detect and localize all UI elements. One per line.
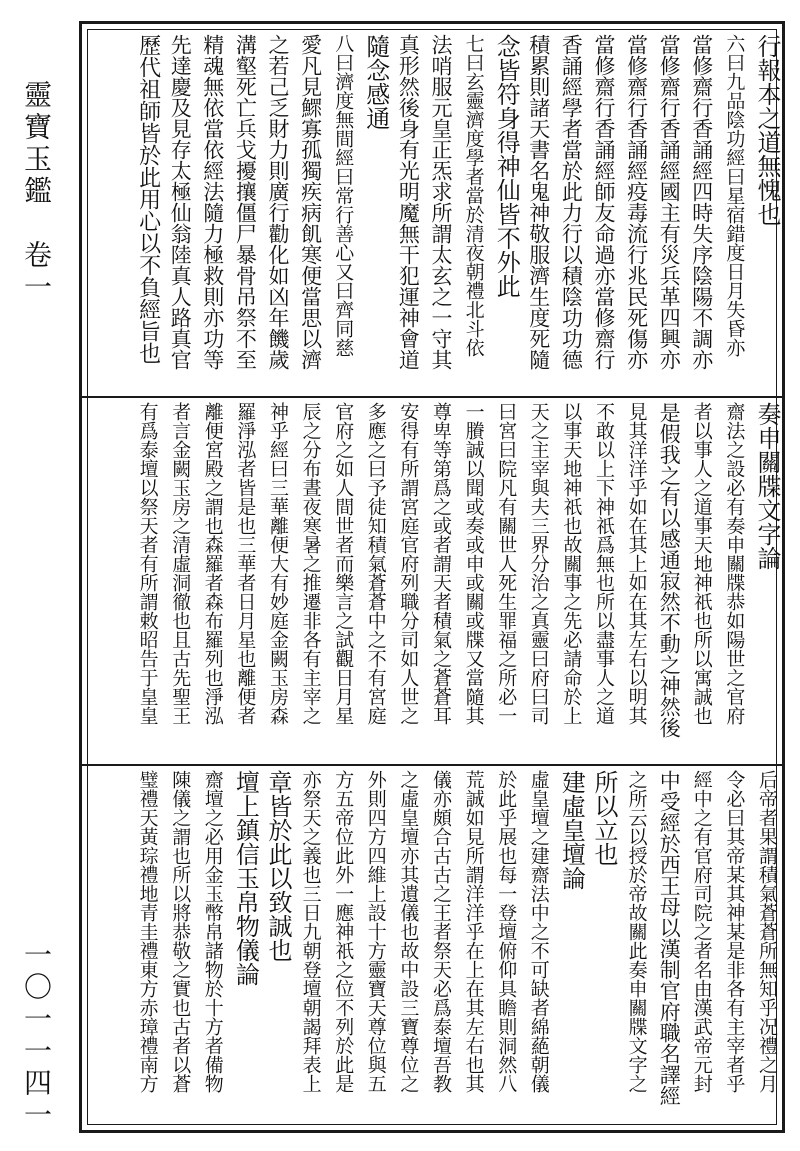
text-column: 歷代祖師皆於此用心以不負經旨也	[135, 34, 161, 364]
text-column: 六曰九品陰功經曰星宿錯度日月失昏亦	[723, 34, 746, 357]
text-column: 外則四方四維上設十方靈寶天尊位與五	[364, 770, 387, 1093]
text-column: 一賸誠以聞或奏或申或關或牒又當隨其	[462, 402, 485, 725]
section-divider-2	[82, 764, 782, 766]
text-column: 儀亦頗合古古之王者祭天必爲泰壇吾教	[430, 770, 452, 1093]
text-column: 璧禮天黃琮禮地青圭禮東方赤璋禮南方	[136, 770, 159, 1093]
text-column: 隨念感通	[361, 34, 390, 130]
text-column: 多應之曰予徒知積氣蒼蒼中之不有宮庭	[364, 402, 387, 725]
text-column: 所以立也	[590, 770, 618, 866]
text-column: 愛凡見鰥寡孤獨疾病飢寒便當思以濟	[298, 34, 323, 370]
text-column: 者以事人之道事天地神祇也所以寓誠也	[690, 402, 713, 725]
text-column: 於此乎展也每一登壇俯仰具瞻則洞然八	[495, 770, 518, 1093]
text-column: 齋壇之必用金玉幣帛諸物於十方者備物	[201, 770, 224, 1093]
text-column: 不敢以上下神祇爲無也所以盡事人之道	[593, 402, 615, 725]
text-column: 辰之分布晝夜寒暑之推遷非各有主宰之	[299, 402, 322, 725]
text-column: 見其洋洋乎如在其上如在其左右以明其	[625, 402, 648, 725]
text-column: 中受經於西王母以漢制官府職名譯經	[657, 770, 682, 1106]
text-column: 神乎經曰三華離便大有妙庭金闕玉房森	[267, 402, 289, 725]
text-column: 七曰玄靈濟度學者當於清夜朝禮北斗依	[462, 34, 485, 357]
text-column: 令必曰其帝某其神某是非各有主宰者乎	[723, 770, 746, 1093]
text-column: 法哨服元皇正炁求所謂太玄之一守其	[429, 34, 453, 370]
text-column: 之所云以授於帝故關此奏申關牒文字之	[625, 770, 648, 1093]
text-column: 官府之如人間世者而樂言之試觀日月星	[332, 402, 355, 725]
text-column: 溝壑死亡兵戈擾攘僵尸暴骨吊祭不至	[233, 34, 258, 370]
text-column: 陳儀之謂也所以將恭敬之實也古者以蒼	[169, 770, 192, 1093]
section-divider-1	[82, 396, 782, 398]
text-column: 當修齋行香誦經國主有災兵革四興亦	[657, 34, 682, 370]
text-column: 奏申關牒文字論	[753, 402, 781, 570]
margin-book-title: 靈寶玉鑑 卷一	[20, 80, 53, 304]
text-column: 方五帝位此外一應神祇之位不列於此是	[332, 770, 355, 1093]
text-column: 者言金闕玉房之清虛洞徹也且古先聖王	[169, 402, 192, 725]
text-column: 后帝者果謂積氣蒼蒼所無知乎况禮之月	[756, 770, 778, 1093]
text-column: 安得有所謂宮庭官府列職分司如人世之	[397, 402, 420, 725]
text-column: 當修齋行香誦經師友命過亦當修齋行	[592, 34, 616, 370]
text-column: 離便宮殿之謂也森羅者森布羅列也淨泓	[201, 402, 224, 725]
text-column: 尊卑等第爲之或者謂天者積氣之蒼蒼耳	[430, 402, 452, 725]
text-column: 有爲泰壇以祭天者有所謂敕昭告于皇皇	[136, 402, 159, 725]
text-column: 之若己乏財力則廣行勸化如凶年饑歲	[266, 34, 290, 370]
text-column: 壇上鎮信玉帛物儀論	[231, 770, 260, 986]
text-column: 經中之有官府司院之者名由漢武帝元封	[690, 770, 713, 1093]
text-column: 天之主宰與夫三界分治之真靈曰府曰司	[527, 402, 550, 725]
text-column: 虛皇壇之建齋法中之不可缺者綿蕝朝儀	[527, 770, 550, 1093]
text-column: 章皆於此以致誠也	[264, 770, 292, 962]
text-column: 建虛皇壇論	[557, 770, 586, 890]
text-column: 是假我之有以感通寂然不動之神然後	[657, 402, 682, 738]
text-column: 當修齋行香誦經四時失序陰陽不調亦	[689, 34, 714, 370]
text-column: 以事天地神祇也故關事之先必請命於上	[560, 402, 583, 725]
text-column: 亦祭天之義也三日九朝登壇朝謁拜表上	[299, 770, 322, 1093]
text-column: 齋法之設必有奏申關牒恭如陽世之官府	[723, 402, 746, 725]
text-column: 念皆符身得神仙皆不外此	[492, 34, 521, 298]
text-column: 荒誠如見所謂洋洋乎在上在其左右也其	[462, 770, 485, 1093]
text-column: 曰宮曰院凡有關世人死生罪福之所必一	[495, 402, 518, 725]
text-column: 香誦經學者當於此力行以積陰功功德	[559, 34, 584, 370]
margin-page-number: 一〇一一四一	[20, 940, 53, 1132]
text-column: 積累則諸天書名鬼神敬服濟生度死隨	[526, 34, 551, 370]
text-column: 真形然後身有光明魔無干犯運神會道	[396, 34, 421, 370]
text-column: 當修齋行香誦經疫毒流行兆民死傷亦	[624, 34, 649, 370]
text-column: 之虛皇壇亦其遺儀也故中設三寶尊位之	[397, 770, 420, 1093]
text-column: 羅淨泓者皆是也三華者日月星也離便者	[234, 402, 257, 725]
text-column: 行報本之道無愧也	[753, 34, 781, 226]
text-column: 先達慶及見存太極仙翁陸真人路真官	[168, 34, 193, 370]
text-column: 精魂無依當依經法隨力極救則亦功等	[200, 34, 225, 370]
text-column: 八曰濟度無間經曰常行善心又曰齊同慈	[332, 34, 355, 357]
